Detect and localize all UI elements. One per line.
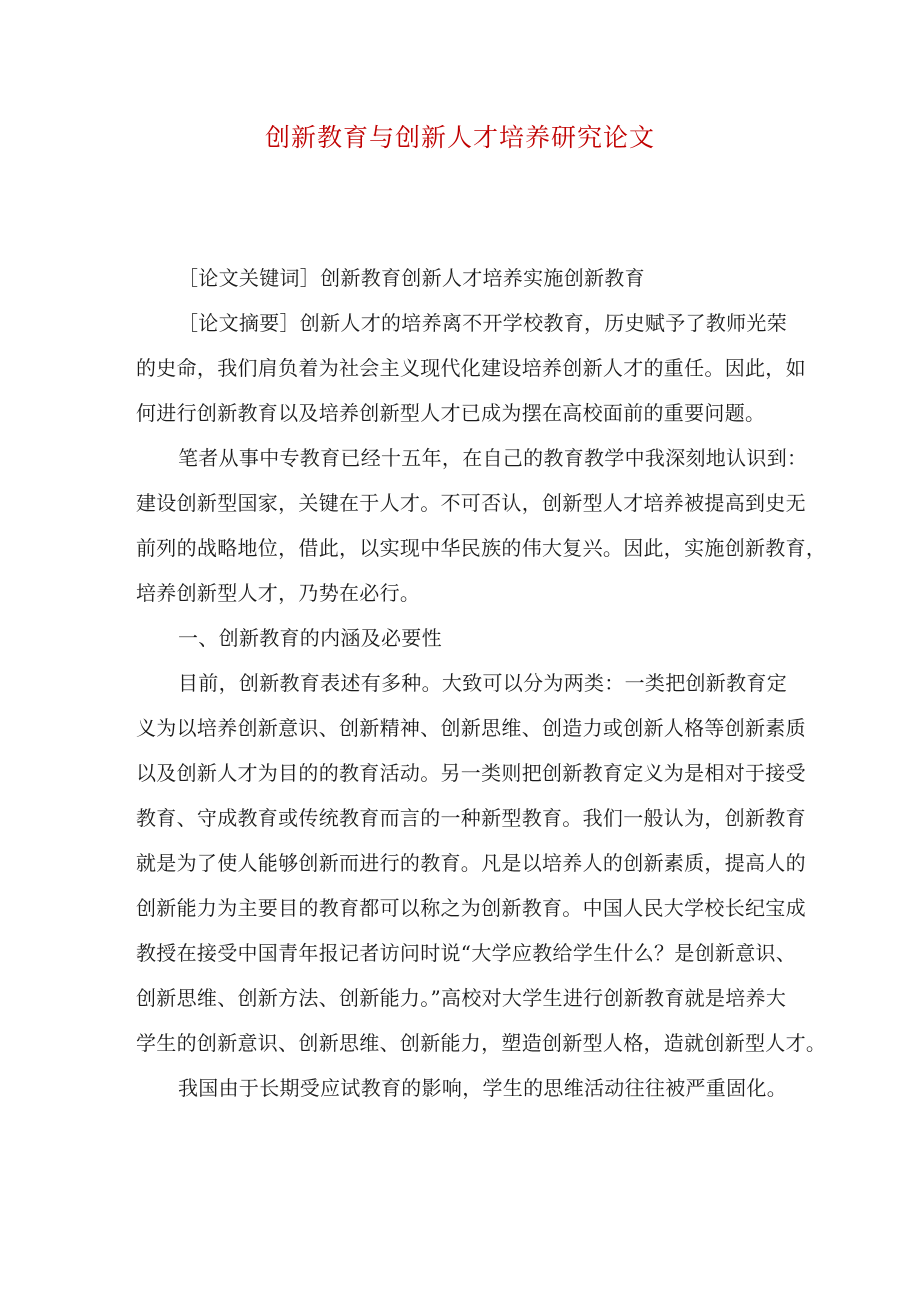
paragraph-line: 学生的创新意识、创新思维、创新能力，塑造创新型人格，造就创新型人才。: [136, 1031, 827, 1055]
paragraph-line: 以及创新人才为目的的教育活动。另一类则把创新教育定义为是相对于接受: [136, 761, 806, 785]
body-paragraph: [136, 661, 827, 1066]
paragraph-line: 创新能力为主要目的教育都可以称之为创新教育。中国人民大学校长纪宝成: [136, 896, 806, 920]
section-heading-line: 一、创新教育的内涵及必要性: [178, 626, 442, 650]
paragraph-line: ［论文关键词］创新教育创新人才培养实施创新教育: [178, 266, 645, 290]
paragraph-line: 创新思维、创新方法、创新能力。”高校对大学生进行创新教育就是培养大: [136, 986, 787, 1010]
paragraph-line: 教育、守成教育或传统教育而言的一种新型教育。我们一般认为，创新教育: [136, 806, 806, 830]
paragraph-line: 前列的战略地位，借此，以实现中华民族的伟大复兴。因此，实施创新教育，: [136, 536, 827, 560]
paragraph-line: 建设创新型国家，关键在于人才。不可否认，创新型人才培养被提高到史无: [136, 491, 806, 515]
paragraph-line: 教授在接受中国青年报记者访问时说“大学应教给学生什么？是创新意识、: [136, 941, 797, 965]
document-body: [136, 256, 827, 1111]
paragraph-line: 的史命，我们肩负着为社会主义现代化建设培养创新人才的重任。因此，如: [136, 356, 806, 380]
section-heading: [136, 616, 796, 661]
document-title: 创新教育与创新人才培养研究论文: [264, 123, 655, 152]
keywords-paragraph: [136, 256, 796, 301]
paragraph-line: 笔者从事中专教育已经十五年，在自己的教育教学中我深刻地认识到：: [178, 446, 808, 470]
paragraph-line: 我国由于长期受应试教育的影响，学生的思维活动往往被严重固化。: [178, 1076, 787, 1100]
paragraph-line: ［论文摘要］创新人才的培养离不开学校教育，历史赋予了教师光荣: [178, 311, 787, 335]
body-paragraph: [136, 436, 827, 616]
paragraph-line: 何进行创新教育以及培养创新型人才已成为摆在高校面前的重要问题。: [136, 401, 766, 425]
paragraph-line: 就是为了使人能够创新而进行的教育。凡是以培养人的创新素质，提高人的: [136, 851, 806, 875]
body-paragraph: [136, 1066, 796, 1111]
abstract-paragraph: [136, 301, 806, 436]
paragraph-line: 义为以培养创新意识、创新精神、创新思维、创造力或创新人格等创新素质: [136, 716, 806, 740]
paragraph-line: 培养创新型人才，乃势在必行。: [136, 581, 421, 605]
paragraph-line: 目前，创新教育表述有多种。大致可以分为两类：一类把创新教育定: [178, 671, 787, 695]
